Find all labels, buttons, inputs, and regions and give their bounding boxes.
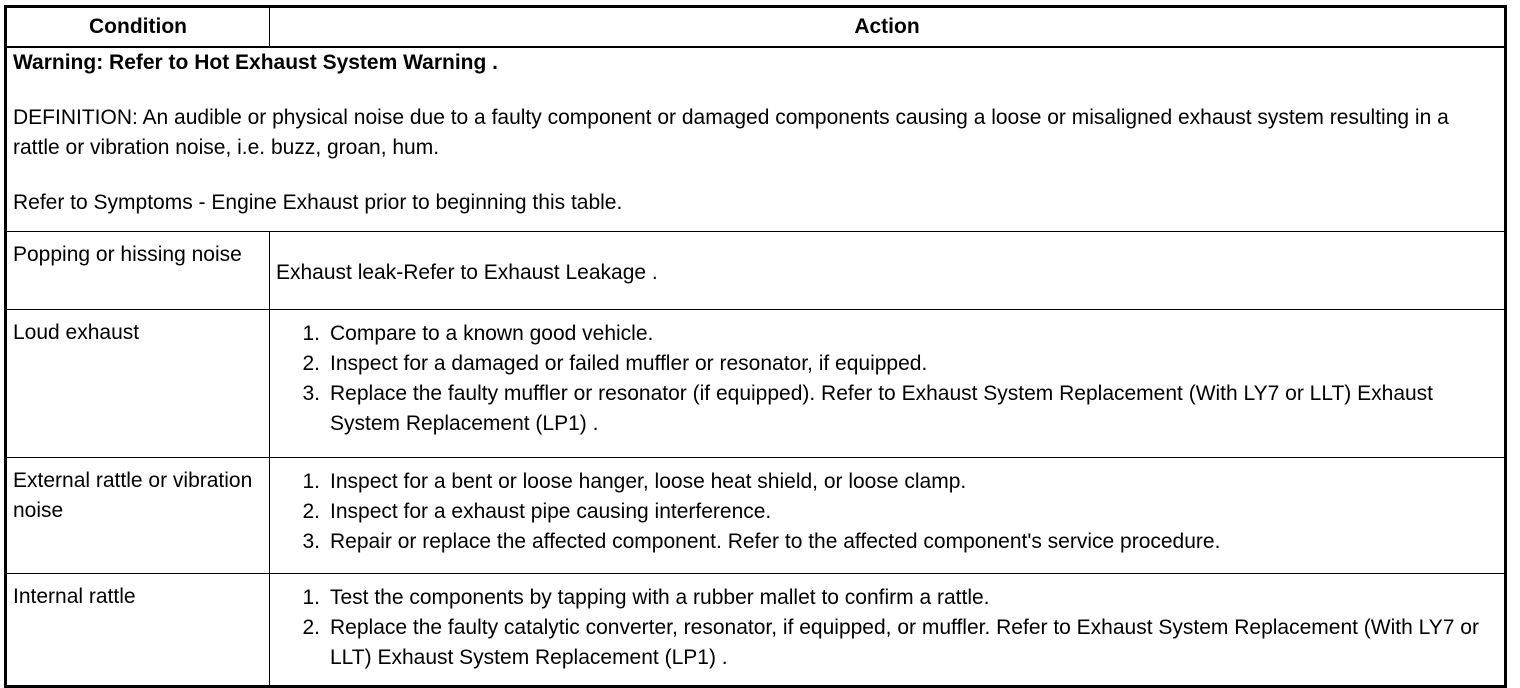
condition-cell: Internal rattle: [6, 574, 270, 687]
action-cell: Exhaust leak-Refer to Exhaust Leakage .: [270, 232, 1506, 310]
definition-text: DEFINITION: An audible or physical noise due to a faulty component or damaged components causing a loose or misaligned exhaust system resulting in a rattle or vibration noise, i.e. buzz, groan, hum.: [13, 106, 1449, 159]
refer-text: Refer to Symptoms - Engine Exhaust prior to beginning this table.: [13, 191, 623, 214]
step-number: 3.: [302, 530, 320, 553]
step-number: 1.: [302, 586, 320, 609]
table-row: [6, 574, 1506, 687]
intro-row: [6, 47, 1506, 232]
action-cell: [270, 310, 1506, 458]
list-item: [276, 613, 1498, 673]
action-header: Action: [270, 7, 1506, 48]
list-item: [276, 527, 1498, 557]
step-list: [276, 583, 1498, 679]
action-cell: [270, 458, 1506, 574]
step-number: 2.: [302, 500, 320, 523]
step-number: 3.: [302, 382, 320, 405]
condition-cell: Loud exhaust: [6, 310, 270, 458]
step-number: 2.: [302, 616, 320, 639]
condition-cell: Popping or hissing noise: [6, 232, 270, 310]
step-text: Test the components by tapping with a rubber mallet to confirm a rattle.: [330, 586, 990, 609]
step-text: Replace the faulty catalytic converter, resonator, if equipped, or muffler. Refer to Exhaust System Replacement (With LY7 or LLT) Exhaust System Replacement (LP1) .: [330, 616, 1479, 669]
step-text: Inspect for a exhaust pipe causing interference.: [330, 500, 772, 523]
step-text: Inspect for a bent or loose hanger, loose heat shield, or loose clamp.: [330, 470, 967, 493]
step-number: 2.: [302, 352, 320, 375]
list-item: [276, 497, 1498, 527]
diagnostic-table: [4, 5, 1507, 688]
list-item: [276, 319, 1498, 349]
step-list: [276, 467, 1498, 563]
step-number: 1.: [302, 322, 320, 345]
table-row: [6, 310, 1506, 458]
intro-cell: [6, 47, 1506, 232]
list-item: [276, 379, 1498, 439]
condition-header: Condition: [6, 7, 270, 48]
step-text: Replace the faulty muffler or resonator (if equipped). Refer to Exhaust System Replacement (With LY7 or LLT) Exhaust System Replacement (LP1) .: [330, 382, 1434, 435]
step-list: [276, 319, 1498, 445]
condition-cell: External rattle or vibration noise: [6, 458, 270, 574]
table-row: [6, 232, 1506, 310]
list-item: [276, 349, 1498, 379]
list-item: [276, 583, 1498, 613]
step-number: 1.: [302, 470, 320, 493]
list-item: [276, 467, 1498, 497]
warning-text: Warning: Refer to Hot Exhaust System Warning .: [13, 51, 498, 74]
table-header-row: [6, 7, 1506, 48]
step-text: Inspect for a damaged or failed muffler or resonator, if equipped.: [330, 352, 928, 375]
step-text: Repair or replace the affected component. Refer to the affected component's service procedure.: [330, 530, 1221, 553]
table-row: [6, 458, 1506, 574]
step-text: Compare to a known good vehicle.: [330, 322, 654, 345]
action-cell: [270, 574, 1506, 687]
